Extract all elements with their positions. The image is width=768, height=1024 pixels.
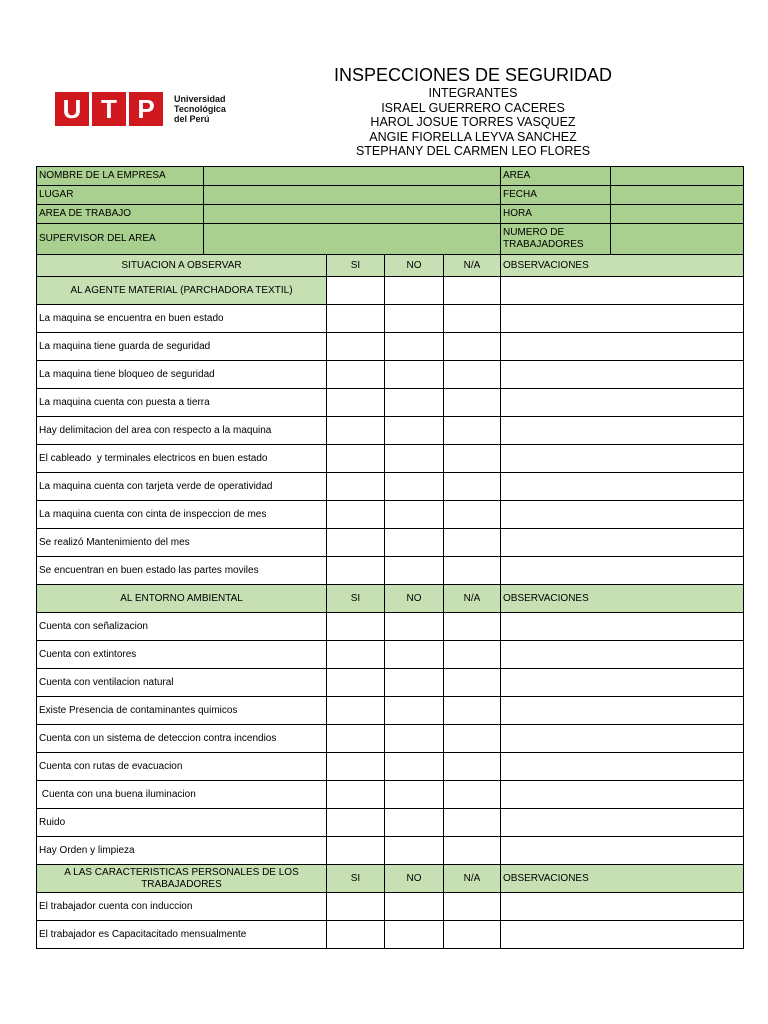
observaciones-field[interactable] bbox=[501, 557, 744, 585]
field-supervisor[interactable] bbox=[204, 224, 501, 255]
member-name: STEPHANY DEL CARMEN LEO FLORES bbox=[355, 144, 591, 158]
check-na[interactable] bbox=[444, 613, 501, 641]
check-si[interactable] bbox=[327, 277, 385, 305]
check-no[interactable] bbox=[385, 921, 444, 949]
field-area[interactable] bbox=[611, 167, 744, 186]
observaciones-field[interactable] bbox=[501, 641, 744, 669]
observaciones-field[interactable] bbox=[501, 921, 744, 949]
check-no[interactable] bbox=[385, 697, 444, 725]
col-si-header: SI bbox=[327, 255, 385, 277]
observaciones-field[interactable] bbox=[501, 417, 744, 445]
label-numero-trabajadores: NUMERO DE TRABAJADORES bbox=[501, 224, 611, 255]
table-row bbox=[37, 641, 744, 669]
check-no[interactable] bbox=[385, 277, 444, 305]
item-label: La maquina tiene guarda de seguridad bbox=[37, 333, 327, 361]
check-na[interactable] bbox=[444, 921, 501, 949]
check-si[interactable] bbox=[327, 893, 385, 921]
member-name: ISRAEL GUERRERO CACERES bbox=[381, 100, 565, 115]
item-label: Cuenta con un sistema de deteccion contra incendios bbox=[37, 725, 327, 753]
document-title: INSPECCIONES DE SEGURIDAD bbox=[333, 65, 613, 85]
check-na[interactable] bbox=[444, 277, 501, 305]
label-supervisor: SUPERVISOR DEL AREA bbox=[37, 224, 204, 255]
check-si[interactable] bbox=[327, 613, 385, 641]
col-no-header: NO bbox=[385, 865, 444, 893]
field-lugar[interactable] bbox=[204, 186, 501, 205]
observaciones-field[interactable] bbox=[501, 445, 744, 473]
inspection-table bbox=[36, 166, 744, 949]
check-na[interactable] bbox=[444, 333, 501, 361]
table-row bbox=[37, 809, 744, 837]
check-no[interactable] bbox=[385, 361, 444, 389]
observaciones-field[interactable] bbox=[501, 333, 744, 361]
item-label: El trabajador cuenta con induccion bbox=[37, 893, 327, 921]
check-no[interactable] bbox=[385, 781, 444, 809]
check-na[interactable] bbox=[444, 893, 501, 921]
observaciones-field[interactable] bbox=[501, 613, 744, 641]
section-title: A LAS CARACTERISTICAS PERSONALES DE LOS TRABAJADORES bbox=[37, 865, 327, 893]
check-si[interactable] bbox=[327, 921, 385, 949]
table-row bbox=[37, 473, 744, 501]
check-si[interactable] bbox=[327, 305, 385, 333]
situacion-header: SITUACION A OBSERVAR bbox=[37, 255, 327, 277]
check-si[interactable] bbox=[327, 361, 385, 389]
col-na-header: N/A bbox=[444, 255, 501, 277]
table-row bbox=[37, 501, 744, 529]
item-label: La maquina tiene bloqueo de seguridad bbox=[37, 361, 327, 389]
check-no[interactable] bbox=[385, 809, 444, 837]
check-na[interactable] bbox=[444, 697, 501, 725]
check-no[interactable] bbox=[385, 445, 444, 473]
field-hora[interactable] bbox=[611, 205, 744, 224]
col-observaciones-header: OBSERVACIONES bbox=[501, 255, 744, 277]
check-no[interactable] bbox=[385, 333, 444, 361]
check-na[interactable] bbox=[444, 753, 501, 781]
observaciones-field[interactable] bbox=[501, 725, 744, 753]
field-empresa[interactable] bbox=[204, 167, 501, 186]
col-no-header: NO bbox=[385, 255, 444, 277]
check-si[interactable] bbox=[327, 809, 385, 837]
member-name: ANGIE FIORELLA LEYVA SANCHEZ bbox=[369, 129, 577, 144]
check-si[interactable] bbox=[327, 669, 385, 697]
section-title: AL AGENTE MATERIAL (PARCHADORA TEXTIL) bbox=[37, 277, 327, 305]
check-na[interactable] bbox=[444, 641, 501, 669]
table-row bbox=[37, 305, 744, 333]
observaciones-field[interactable] bbox=[501, 277, 744, 305]
label-area: AREA bbox=[501, 167, 611, 186]
check-no[interactable] bbox=[385, 501, 444, 529]
table-row bbox=[37, 725, 744, 753]
label-area-trabajo: AREA DE TRABAJO bbox=[37, 205, 204, 224]
check-na[interactable] bbox=[444, 725, 501, 753]
item-label: Se encuentran en buen estado las partes moviles bbox=[37, 557, 327, 585]
col-no-header: NO bbox=[385, 585, 444, 613]
item-label: Cuenta con una buena iluminacion bbox=[37, 781, 327, 809]
label-lugar: LUGAR bbox=[37, 186, 204, 205]
table-row bbox=[37, 445, 744, 473]
check-si[interactable] bbox=[327, 697, 385, 725]
item-label: La maquina cuenta con tarjeta verde de operatividad bbox=[37, 473, 327, 501]
logo-letter-p: P bbox=[129, 92, 163, 126]
observaciones-field[interactable] bbox=[501, 809, 744, 837]
observaciones-field[interactable] bbox=[501, 893, 744, 921]
check-si[interactable] bbox=[327, 837, 385, 865]
utp-logo bbox=[55, 92, 226, 126]
label-hora: HORA bbox=[501, 205, 611, 224]
item-label: Hay Orden y limpieza bbox=[37, 837, 327, 865]
check-no[interactable] bbox=[385, 473, 444, 501]
observaciones-field[interactable] bbox=[501, 837, 744, 865]
table-row bbox=[37, 669, 744, 697]
table-row bbox=[37, 389, 744, 417]
observaciones-field[interactable] bbox=[501, 529, 744, 557]
observaciones-field[interactable] bbox=[501, 361, 744, 389]
observaciones-field[interactable] bbox=[501, 697, 744, 725]
check-si[interactable] bbox=[327, 389, 385, 417]
check-si[interactable] bbox=[327, 333, 385, 361]
check-na[interactable] bbox=[444, 445, 501, 473]
check-na[interactable] bbox=[444, 389, 501, 417]
check-na[interactable] bbox=[444, 781, 501, 809]
check-si[interactable] bbox=[327, 501, 385, 529]
check-no[interactable] bbox=[385, 529, 444, 557]
col-observaciones-header: OBSERVACIONES bbox=[501, 865, 744, 893]
document-header bbox=[250, 64, 696, 159]
check-no[interactable] bbox=[385, 893, 444, 921]
check-si[interactable] bbox=[327, 445, 385, 473]
table-row bbox=[37, 333, 744, 361]
check-na[interactable] bbox=[444, 361, 501, 389]
check-no[interactable] bbox=[385, 305, 444, 333]
members-heading: INTEGRANTES bbox=[428, 86, 518, 100]
table-row bbox=[37, 361, 744, 389]
col-observaciones-header: OBSERVACIONES bbox=[501, 585, 744, 613]
check-na[interactable] bbox=[444, 837, 501, 865]
field-area-trabajo[interactable] bbox=[204, 205, 501, 224]
item-label: El cableado y terminales electricos en buen estado bbox=[37, 445, 327, 473]
item-label: El trabajador es Capacitacitado mensualmente bbox=[37, 921, 327, 949]
check-na[interactable] bbox=[444, 529, 501, 557]
check-si[interactable] bbox=[327, 557, 385, 585]
item-label: Existe Presencia de contaminantes quimicos bbox=[37, 697, 327, 725]
item-label: Se realizó Mantenimiento del mes bbox=[37, 529, 327, 557]
item-label: Cuenta con señalizacion bbox=[37, 613, 327, 641]
check-na[interactable] bbox=[444, 501, 501, 529]
check-no[interactable] bbox=[385, 725, 444, 753]
logo-letter-t: T bbox=[92, 92, 126, 126]
observaciones-field[interactable] bbox=[501, 305, 744, 333]
table-row bbox=[37, 417, 744, 445]
check-si[interactable] bbox=[327, 473, 385, 501]
observaciones-field[interactable] bbox=[501, 669, 744, 697]
check-no[interactable] bbox=[385, 613, 444, 641]
logo-university-name: Universidad Tecnológica del Perú bbox=[174, 94, 226, 124]
table-row bbox=[37, 893, 744, 921]
observaciones-field[interactable] bbox=[501, 473, 744, 501]
check-na[interactable] bbox=[444, 417, 501, 445]
label-fecha: FECHA bbox=[501, 186, 611, 205]
check-na[interactable] bbox=[444, 473, 501, 501]
check-na[interactable] bbox=[444, 557, 501, 585]
item-label: La maquina cuenta con cinta de inspeccion de mes bbox=[37, 501, 327, 529]
table-row bbox=[37, 781, 744, 809]
member-name: HAROL JOSUE TORRES VASQUEZ bbox=[370, 115, 576, 129]
item-label: Ruido bbox=[37, 809, 327, 837]
item-label: Hay delimitacion del area con respecto a la maquina bbox=[37, 417, 327, 445]
check-si[interactable] bbox=[327, 417, 385, 445]
check-no[interactable] bbox=[385, 389, 444, 417]
field-numero-trabajadores[interactable] bbox=[611, 224, 744, 255]
item-label: Cuenta con rutas de evacuacion bbox=[37, 753, 327, 781]
check-no[interactable] bbox=[385, 557, 444, 585]
table-row bbox=[37, 697, 744, 725]
col-si-header: SI bbox=[327, 585, 385, 613]
col-na-header: N/A bbox=[444, 865, 501, 893]
observaciones-field[interactable] bbox=[501, 501, 744, 529]
check-no[interactable] bbox=[385, 417, 444, 445]
label-empresa: NOMBRE DE LA EMPRESA bbox=[37, 167, 204, 186]
logo-letter-u: U bbox=[55, 92, 89, 126]
col-na-header: N/A bbox=[444, 585, 501, 613]
table-row bbox=[37, 921, 744, 949]
item-label: Cuenta con ventilacion natural bbox=[37, 669, 327, 697]
check-no[interactable] bbox=[385, 669, 444, 697]
section-title: AL ENTORNO AMBIENTAL bbox=[37, 585, 327, 613]
check-si[interactable] bbox=[327, 641, 385, 669]
field-fecha[interactable] bbox=[611, 186, 744, 205]
table-row bbox=[37, 529, 744, 557]
item-label: Cuenta con extintores bbox=[37, 641, 327, 669]
item-label: La maquina se encuentra en buen estado bbox=[37, 305, 327, 333]
table-row bbox=[37, 613, 744, 641]
check-si[interactable] bbox=[327, 725, 385, 753]
check-na[interactable] bbox=[444, 809, 501, 837]
table-row bbox=[37, 557, 744, 585]
table-row bbox=[37, 837, 744, 865]
item-label: La maquina cuenta con puesta a tierra bbox=[37, 389, 327, 417]
observaciones-field[interactable] bbox=[501, 389, 744, 417]
check-no[interactable] bbox=[385, 837, 444, 865]
check-si[interactable] bbox=[327, 781, 385, 809]
table-row bbox=[37, 753, 744, 781]
check-na[interactable] bbox=[444, 669, 501, 697]
check-na[interactable] bbox=[444, 305, 501, 333]
col-si-header: SI bbox=[327, 865, 385, 893]
observaciones-field[interactable] bbox=[501, 753, 744, 781]
check-si[interactable] bbox=[327, 753, 385, 781]
check-si[interactable] bbox=[327, 529, 385, 557]
check-no[interactable] bbox=[385, 641, 444, 669]
observaciones-field[interactable] bbox=[501, 781, 744, 809]
check-no[interactable] bbox=[385, 753, 444, 781]
